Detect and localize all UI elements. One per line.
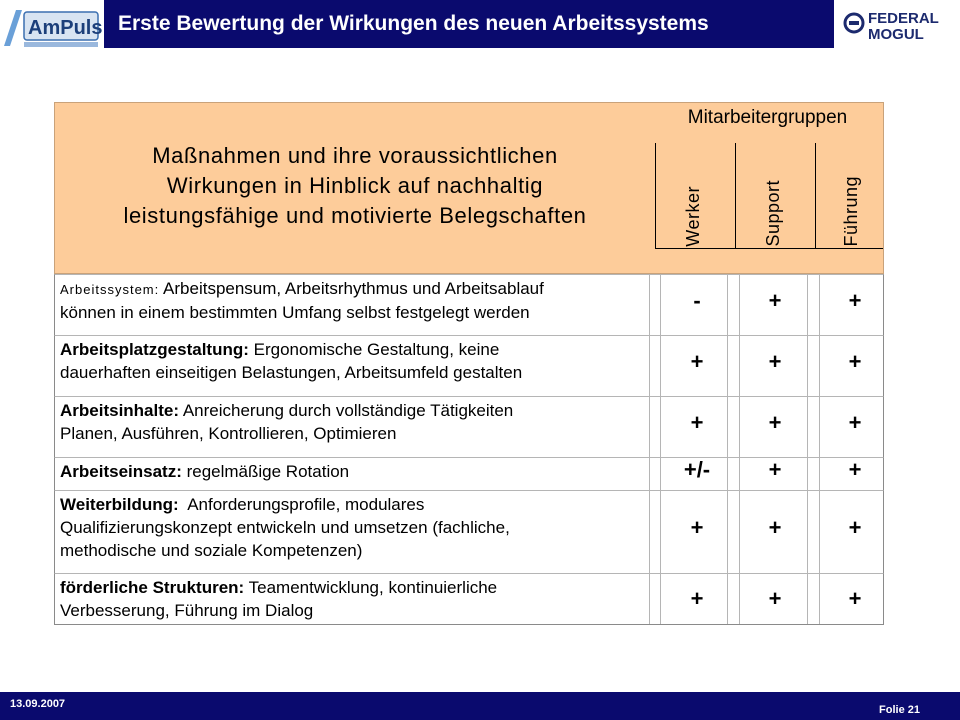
row-gap [54, 388, 884, 396]
grid-line [727, 388, 728, 396]
grid-line [739, 482, 740, 490]
grid-line [739, 336, 740, 388]
grid-line [807, 327, 808, 335]
grid-line [807, 482, 808, 490]
grid-line [727, 574, 728, 624]
measure-text: Arbeitspensum, Arbeitsrhythmus und Arbeitsablauf [159, 279, 544, 298]
measure-label: Weiterbildung: [60, 495, 179, 514]
rating-support: + [768, 586, 782, 611]
rating-werker: + [690, 349, 704, 374]
measure-label: Arbeitsplatzgestaltung: [60, 340, 249, 359]
description-header [55, 141, 655, 231]
header-divider [735, 143, 736, 249]
grid-line [739, 491, 740, 565]
grid-line [807, 574, 808, 624]
svg-text:MOGUL: MOGUL [868, 26, 924, 42]
grid-line [660, 565, 661, 573]
grid-line [819, 482, 820, 490]
header-underline [655, 248, 883, 249]
header-divider [655, 143, 656, 249]
grid-line [727, 482, 728, 490]
svg-text:AmPuls: AmPuls [28, 17, 102, 39]
grid-line [819, 397, 820, 449]
measure-label: Arbeitseinsatz: [60, 462, 182, 481]
description-header-line: Wirkungen in Hinblick auf nachhaltig [166, 173, 544, 198]
grid-line [819, 388, 820, 396]
rating-fuehrung: + [848, 457, 862, 482]
description-header-line: Maßnahmen und ihre voraussichtlichen [152, 143, 558, 168]
rating-fuehrung: + [848, 586, 862, 611]
measure-text: Anforderungsprofile, modulares [178, 495, 425, 514]
grid-line [727, 397, 728, 449]
grid-line [819, 458, 820, 482]
column-support: Support [763, 180, 783, 247]
table-row [54, 457, 884, 482]
table-body [54, 274, 884, 625]
table-row [54, 335, 884, 388]
grid-line [649, 388, 650, 396]
table-row [54, 396, 884, 449]
grid-line [807, 336, 808, 388]
measure-text: Teamentwicklung, kontinuierliche [244, 578, 498, 597]
groups-header: Mitarbeitergruppen [687, 107, 848, 128]
rating-fuehrung: + [848, 410, 862, 435]
description-line [60, 576, 655, 599]
ampuls-logo [2, 0, 102, 50]
rating-support: + [768, 349, 782, 374]
description-line: dauerhaften einseitigen Belastungen, Arbeitsumfeld gestalten [60, 363, 523, 382]
measure-description [60, 338, 655, 384]
grid-line [739, 449, 740, 457]
description-line: Qualifizierungskonzept entwickeln und umsetzen (fachliche, [60, 518, 510, 537]
rating-support: + [768, 457, 782, 482]
table-bottom-border [54, 624, 884, 625]
row-gap [54, 449, 884, 457]
row-gap [54, 565, 884, 573]
measure-description [60, 576, 655, 622]
rating-werker: + [690, 586, 704, 611]
header-divider [815, 143, 816, 249]
rating-fuehrung: + [848, 349, 862, 374]
measure-text: Anreicherung durch vollständige Tätigkeiten [179, 401, 514, 420]
grid-line [739, 327, 740, 335]
grid-line [660, 491, 661, 565]
table-row [54, 573, 884, 624]
grid-line [739, 458, 740, 482]
rating-support: + [768, 515, 782, 540]
measure-description [60, 460, 655, 483]
grid-line [727, 458, 728, 482]
grid-line [819, 491, 820, 565]
description-line [60, 460, 655, 483]
measure-text: Ergonomische Gestaltung, keine [248, 340, 500, 359]
table-row [54, 274, 884, 327]
grid-line [660, 482, 661, 490]
grid-line [649, 327, 650, 335]
grid-line [727, 327, 728, 335]
grid-line [649, 565, 650, 573]
table-row [54, 490, 884, 565]
rating-support: + [768, 288, 782, 313]
grid-line [819, 275, 820, 327]
measure-description [60, 399, 655, 445]
grid-line [649, 482, 650, 490]
slide-number: Folie 21 [879, 704, 920, 716]
grid-line [727, 275, 728, 327]
measure-description [60, 493, 655, 562]
grid-line [660, 327, 661, 335]
grid-line [727, 336, 728, 388]
slide-title: Erste Bewertung der Wirkungen des neuen Arbeitssystems [104, 0, 834, 48]
grid-line [739, 275, 740, 327]
grid-line [739, 397, 740, 449]
rating-werker: - [693, 288, 701, 313]
description-line [60, 338, 655, 361]
row-gap [54, 482, 884, 490]
rating-fuehrung: + [848, 515, 862, 540]
grid-line [807, 275, 808, 327]
grid-line [807, 458, 808, 482]
grid-line [807, 491, 808, 565]
rating-werker: + [690, 410, 704, 435]
grid-line [660, 574, 661, 624]
grid-line [660, 336, 661, 388]
grid-line [739, 388, 740, 396]
grid-line [727, 565, 728, 573]
grid-line [739, 574, 740, 624]
description-header-line: leistungsfähige und motivierte Belegschaften [123, 203, 587, 228]
measure-description [60, 277, 655, 324]
measure-text: regelmäßige Rotation [181, 462, 350, 481]
grid-line [660, 388, 661, 396]
rating-fuehrung: + [848, 288, 862, 313]
rating-werker: +/- [683, 457, 711, 482]
description-line: Verbesserung, Führung im Dialog [60, 601, 314, 620]
svg-text:FEDERAL: FEDERAL [868, 10, 939, 27]
measure-label: förderliche Strukturen: [60, 578, 245, 597]
grid-line [807, 449, 808, 457]
grid-line [807, 397, 808, 449]
column-fuehrung: Führung [841, 176, 861, 247]
description-line [60, 399, 655, 422]
description-line [60, 277, 655, 301]
grid-line [660, 397, 661, 449]
grid-line [727, 491, 728, 565]
row-gap [54, 327, 884, 335]
measure-label: Arbeitsinhalte: [60, 401, 180, 420]
column-werker: Werker [683, 186, 703, 247]
grid-line [660, 449, 661, 457]
grid-line [819, 574, 820, 624]
description-line: methodische und soziale Kompetenzen) [60, 541, 363, 560]
table-header [54, 102, 884, 274]
grid-line [739, 565, 740, 573]
footer-bar [0, 692, 960, 720]
grid-line [819, 336, 820, 388]
description-line: können in einem bestimmten Umfang selbst festgelegt werden [60, 303, 530, 322]
measure-label: Arbeitssystem: [60, 282, 160, 297]
grid-line [807, 565, 808, 573]
measures-table [54, 102, 884, 625]
grid-line [819, 565, 820, 573]
grid-line [727, 449, 728, 457]
grid-line [819, 449, 820, 457]
rating-support: + [768, 410, 782, 435]
grid-line [649, 449, 650, 457]
grid-line [660, 458, 661, 482]
footer-date: 13.09.2007 [10, 698, 66, 710]
rating-werker: + [690, 515, 704, 540]
grid-line [660, 275, 661, 327]
federal-mogul-logo [842, 6, 956, 42]
grid-line [819, 327, 820, 335]
grid-line [807, 388, 808, 396]
description-line: Planen, Ausführen, Kontrollieren, Optimieren [60, 424, 397, 443]
description-line [60, 493, 655, 516]
